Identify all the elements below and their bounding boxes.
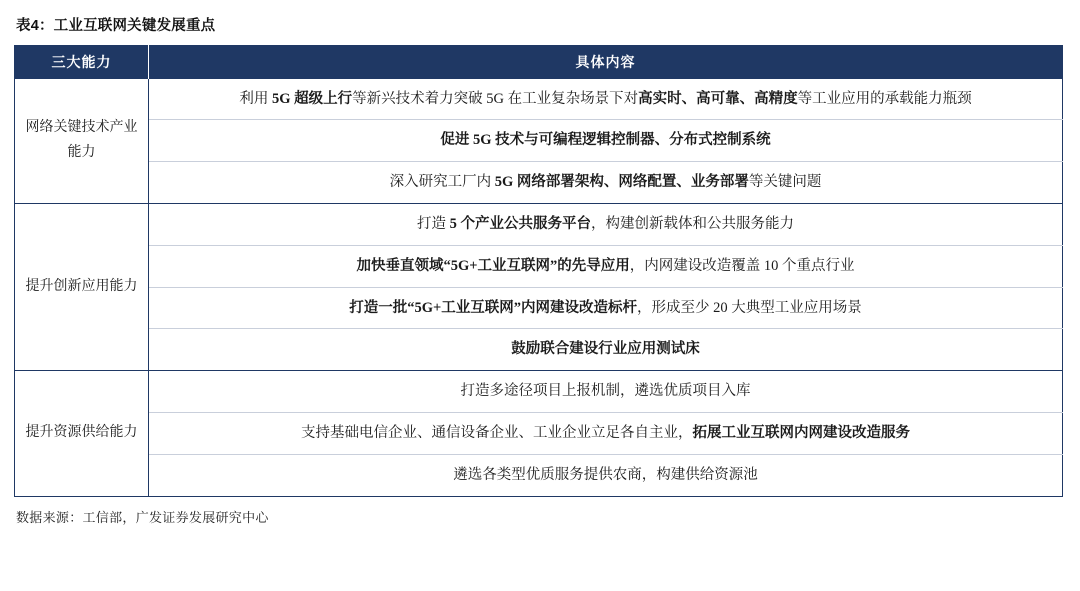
plain-text: 支持基础电信企业、通信设备企业、工业企业立足各自主业，: [301, 425, 693, 441]
detail-cell: [149, 371, 1063, 413]
table-row: [15, 287, 1063, 329]
detail-cell: [149, 329, 1063, 371]
table-row: [15, 203, 1063, 245]
table-row: [15, 329, 1063, 371]
capability-cell: 提升创新应用能力: [15, 203, 149, 370]
table-caption: 表4：工业互联网关键发展重点: [16, 18, 216, 34]
emphasis-text: 促进 5G 技术与可编程逻辑控制器、分布式控制系统: [440, 132, 771, 149]
table-body: [15, 79, 1063, 497]
plain-text: 等新兴技术着力突破 5G 在工业复杂场景下对: [352, 90, 639, 107]
table-row: [15, 413, 1063, 455]
source-note: 数据来源：工信部，广发证券发展研究中心: [16, 509, 269, 525]
plain-text: 等工业应用的承载能力瓶颈: [797, 90, 972, 107]
emphasis-text: 5G 超级上行: [271, 90, 353, 107]
emphasis-text: 5 个产业公共服务平台: [449, 215, 591, 232]
table-row: [15, 79, 1063, 120]
column-header-capability: 三大能力: [15, 46, 149, 79]
table-row: [15, 120, 1063, 162]
plain-text: ，形成至少 20 大典型工业应用场景: [637, 299, 862, 316]
table-row: [15, 454, 1063, 496]
emphasis-text: 打造一批“5G+工业互联网”内网建设改造标杆: [349, 299, 638, 316]
emphasis-text: 5G 网络部署架构、网络配置、业务部署: [494, 174, 749, 191]
detail-cell: [149, 454, 1063, 496]
plain-text: 打造: [417, 215, 450, 232]
plain-text: 利用: [239, 90, 272, 107]
plain-text: 打造多途径项目上报机制，遴选优质项目入库: [460, 383, 751, 400]
emphasis-text: 鼓励联合建设行业应用测试床: [511, 341, 700, 358]
detail-cell: [149, 120, 1063, 162]
detail-cell: [149, 287, 1063, 329]
table-row: [15, 162, 1063, 204]
plain-text: ，内网建设改造覆盖 10 个重点行业: [629, 257, 855, 274]
detail-cell: [149, 162, 1063, 204]
table-header-row: [15, 46, 1063, 79]
table-row: [15, 371, 1063, 413]
table-row: [15, 245, 1063, 287]
plain-text: ，构建创新载体和公共服务能力: [591, 215, 794, 232]
detail-cell: [149, 413, 1063, 455]
detail-cell: [149, 245, 1063, 287]
emphasis-text: 拓展工业互联网内网建设改造服务: [692, 425, 910, 441]
capability-cell: 提升资源供给能力: [15, 371, 149, 496]
kpi-table: [14, 45, 1063, 497]
detail-cell: [149, 79, 1063, 120]
capability-cell: 网络关键技术产业能力: [15, 79, 149, 204]
emphasis-text: 加快垂直领域“5G+工业互联网”的先导应用: [356, 257, 630, 274]
plain-text: 遴选各类型优质服务提供农商，构建供给资源池: [453, 466, 758, 483]
detail-cell: [149, 203, 1063, 245]
emphasis-text: 高实时、高可靠、高精度: [638, 90, 798, 107]
plain-text: 等关键问题: [748, 174, 822, 191]
column-header-details: 具体内容: [149, 46, 1063, 79]
plain-text: 深入研究工厂内: [389, 174, 495, 191]
